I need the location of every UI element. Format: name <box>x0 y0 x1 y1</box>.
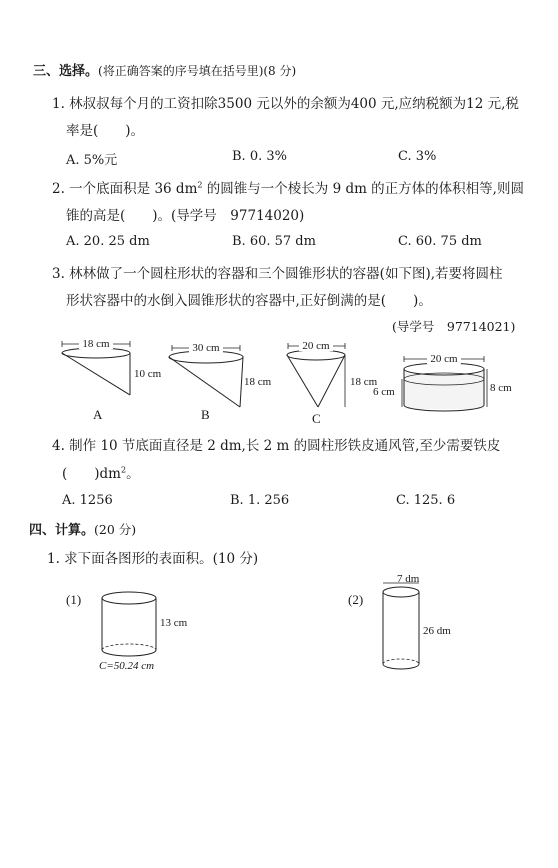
question-3-figures <box>0 335 558 430</box>
cone-b-height: 18 cm <box>244 376 272 388</box>
cylinder-figure-2 <box>348 573 451 669</box>
question-4-line-2 <box>62 462 140 482</box>
section-4-figures <box>0 570 558 680</box>
section-4-header <box>29 519 136 538</box>
figure-2-diameter: 7 dm <box>397 573 420 585</box>
cone-b-figure <box>169 342 272 422</box>
cylinder-figure-1 <box>66 592 188 672</box>
question-4-option-a: A. 1256 <box>62 493 113 508</box>
section-3-subtitle: (将正确答案的序号填在括号里)(8 分) <box>98 64 297 78</box>
question-3-line-1: 3. 林林做了一个圆柱形状的容器和三个圆锥形状的容器(如下图),若要将圆柱 <box>52 266 503 282</box>
question-1-option-a: A. 5%元 <box>66 153 118 168</box>
question-3-reference: (导学号 97714021) <box>392 319 516 334</box>
cylinder-container-figure <box>373 353 512 411</box>
figure-1-height: 13 cm <box>160 617 188 629</box>
question-2-line-2: 锥的高是( )。(导学号 97714020) <box>66 208 305 224</box>
cylinder-height: 8 cm <box>490 382 512 394</box>
cone-a-label: A <box>93 407 103 422</box>
section-3-header <box>33 60 296 79</box>
question-2-option-b: B. 60. 57 dm <box>232 234 316 249</box>
question-2-option-a: A. 20. 25 dm <box>66 234 150 249</box>
question-1-option-c: C. 3% <box>398 149 437 164</box>
question-2-superscript: 2 <box>197 180 203 190</box>
question-2-text-a: 2. 一个底面积是 36 dm <box>52 181 198 197</box>
figure-1-circumference: C=50.24 cm <box>99 660 155 672</box>
question-4-option-c: C. 125. 6 <box>396 493 456 508</box>
figure-1-number: (1) <box>66 592 82 607</box>
question-1-line-2: 率是( )。 <box>66 123 145 139</box>
cone-a-height: 10 cm <box>134 368 162 380</box>
cone-c-height: 18 cm <box>350 376 378 388</box>
cone-c-label: C <box>312 411 321 426</box>
section-3-title: 三、选择。 <box>33 64 99 79</box>
cylinder-water-height: 6 cm <box>373 386 395 398</box>
question-2-line-1 <box>52 177 524 197</box>
cone-a-figure <box>62 338 162 422</box>
section-4-subtitle: (20 分) <box>94 522 137 537</box>
section-4-question-1: 1. 求下面各图形的表面积。(10 分) <box>47 551 259 567</box>
figure-2-number: (2) <box>348 592 364 607</box>
figure-2-height: 26 dm <box>423 625 451 637</box>
question-4-blank: ( )dm <box>62 466 121 482</box>
question-4-end: 。 <box>126 466 140 482</box>
cone-c-figure <box>287 340 378 426</box>
cone-a-diameter: 18 cm <box>82 338 110 350</box>
cone-b-label: B <box>201 407 210 422</box>
question-1-line-1: 1. 林叔叔每个月的工资扣除3500 元以外的余额为400 元,应纳税额为12 元,税 <box>52 96 519 112</box>
section-4-title: 四、计算。 <box>29 523 95 538</box>
question-1-option-b: B. 0. 3% <box>232 149 287 164</box>
cone-c-diameter: 20 cm <box>302 340 330 352</box>
question-2-option-c: C. 60. 75 dm <box>398 234 482 249</box>
question-4-line-1: 4. 制作 10 节底面直径是 2 dm,长 2 m 的圆柱形铁皮通风管,至少需要铁皮 <box>52 438 501 454</box>
question-4-option-b: B. 1. 256 <box>230 493 290 508</box>
question-4-superscript: 2 <box>120 465 127 475</box>
cylinder-diameter: 20 cm <box>430 353 458 365</box>
question-2-text-b: 的圆锥与一个棱长为 9 dm 的正方体的体积相等,则圆 <box>202 181 524 197</box>
cone-b-diameter: 30 cm <box>192 342 220 354</box>
question-3-line-2: 形状容器中的水倒入圆锥形状的容器中,正好倒满的是( )。 <box>66 293 432 309</box>
